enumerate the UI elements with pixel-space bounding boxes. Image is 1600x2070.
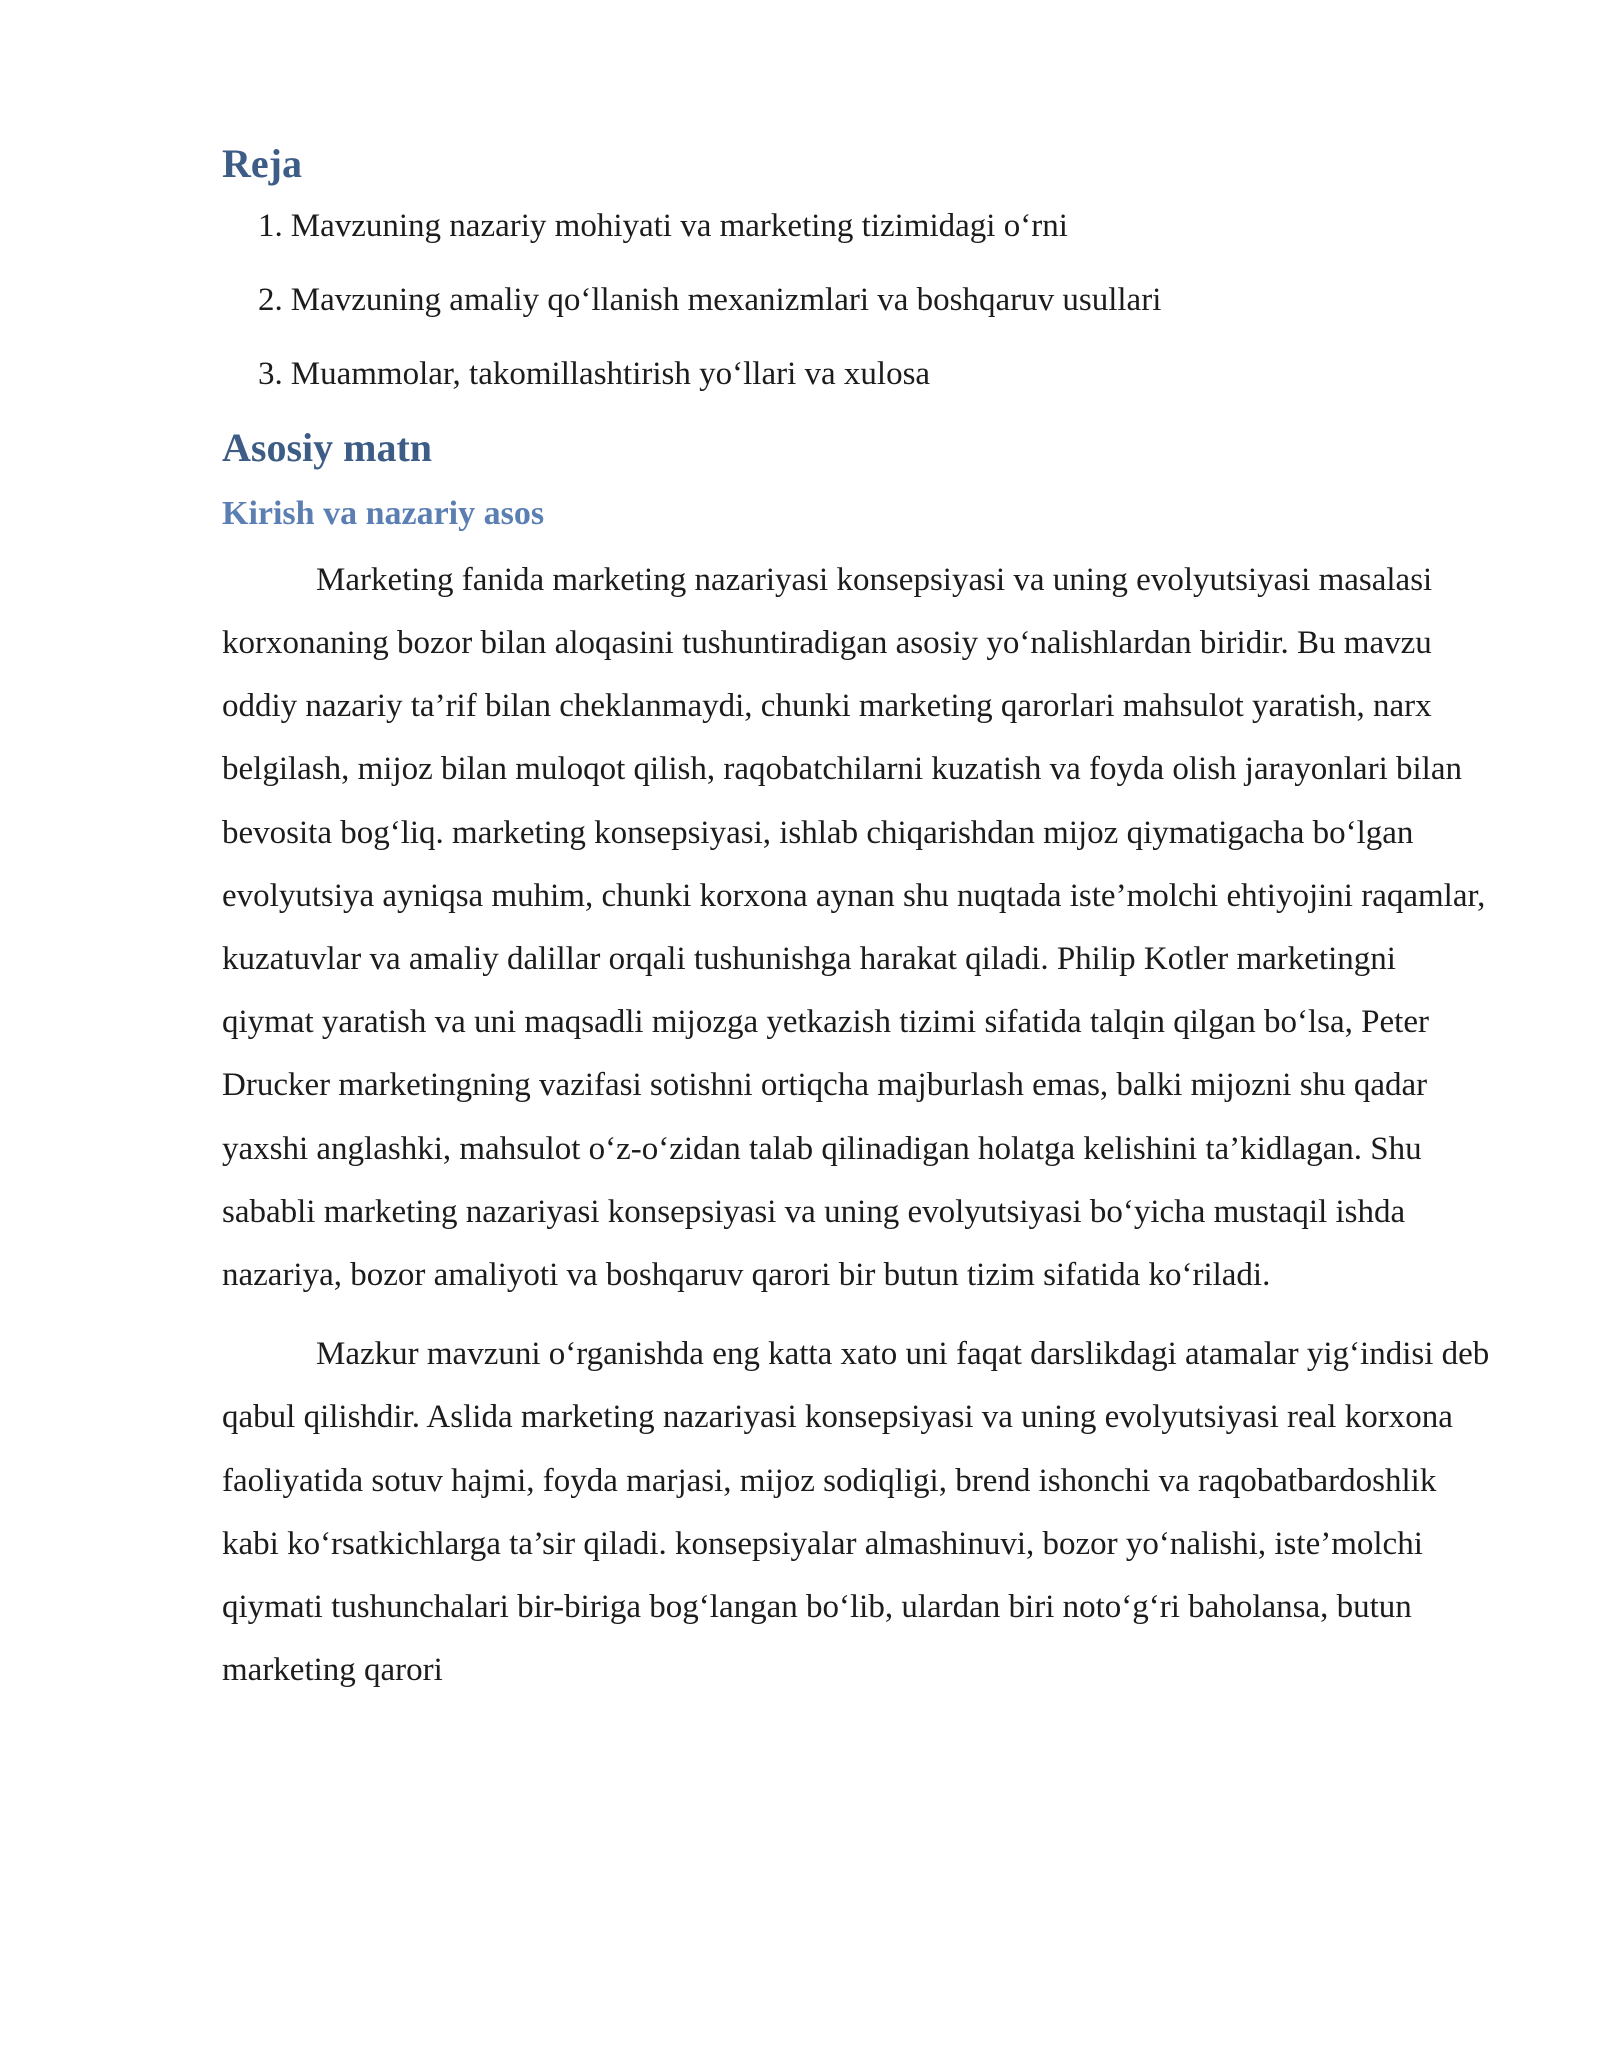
plan-item (258, 276, 1492, 324)
body-paragraph: Marketing fanida marketing nazariyasi konsepsiyasi va uning evolyutsiyasi masalasi korxonaning bozor bilan aloqasini tushuntiradigan asosiy yo‘nalishlardan biridir. Bu mavzu oddiy nazariy ta’rif bilan cheklanmaydi, chunki marketing qarorlari mahsulot yaratish, narx belgilash, mijoz bilan muloqot qilish, raqobatchilarni kuzatish va foyda olish jarayonlari bilan bevosita bog‘liq. marketing konsepsiyasi, ishlab chiqarishdan mijoz qiymatigacha bo‘lgan evolyutsiya ayniqsa muhim, chunki korxona aynan shu nuqtada iste’molchi ehtiyojini raqamlar, kuzatuvlar va amaliy dalillar orqali tushunishga harakat qiladi. Philip Kotler marketingni qiymat yaratish va uni maqsadli mijozga yetkazish tizimi sifatida talqin qilgan bo‘lsa, Peter Drucker marketingning vazifasi sotishni ortiqcha majburlash emas, balki mijozni shu qadar yaxshi anglashki, mahsulot o‘z-o‘zidan talab qilinadigan holatga kelishini ta’kidlagan. Shu sababli marketing nazariyasi konsepsiyasi va uning evolyutsiyasi bo‘yicha mustaqil ishda nazariya, bozor amaliyoti va boshqaruv qarori bir butun tizim sifatida ko‘riladi. (222, 561, 1486, 1294)
plan-item (258, 202, 1492, 250)
document-page (222, 140, 1492, 1718)
plan-item-number: 2. (258, 282, 283, 318)
plan-item-number: 3. (258, 356, 283, 392)
plan-item-text: Muammolar, takomillashtirish yo‘llari va xulosa (290, 356, 931, 392)
plan-item (258, 350, 1492, 398)
plan-item-text: Mavzuning nazariy mohiyati va marketing tizimidagi o‘rni (290, 208, 1068, 244)
plan-item-number: 1. (258, 208, 283, 244)
plan-item-text: Mavzuning amaliy qo‘llanish mexanizmlari va boshqaruv usullari (290, 282, 1162, 318)
main-heading: Asosiy matn (222, 425, 433, 470)
body-paragraph: Mazkur mavzuni o‘rganishda eng katta xato uni faqat darslikdagi atamalar yig‘indisi deb qabul qilishdir. Aslida marketing nazariyasi konsepsiyasi va uning evolyutsiyasi real korxona faoliyatida sotuv hajmi, foyda marjasi, mijoz sodiqligi, brend ishonchi va raqobatbardoshlik kabi ko‘rsatkichlarga ta’sir qiladi. konsepsiyalar almashinuvi, bozor yo‘nalishi, iste’molchi qiymati tushunchalari bir-biriga bog‘langan bo‘lib, ulardan biri noto‘g‘ri baholansa, butun marketing qarori (222, 1336, 1490, 1689)
plan-list (222, 202, 1492, 398)
section-heading: Kirish va nazariy asos (222, 495, 545, 532)
plan-heading: Reja (222, 141, 302, 186)
